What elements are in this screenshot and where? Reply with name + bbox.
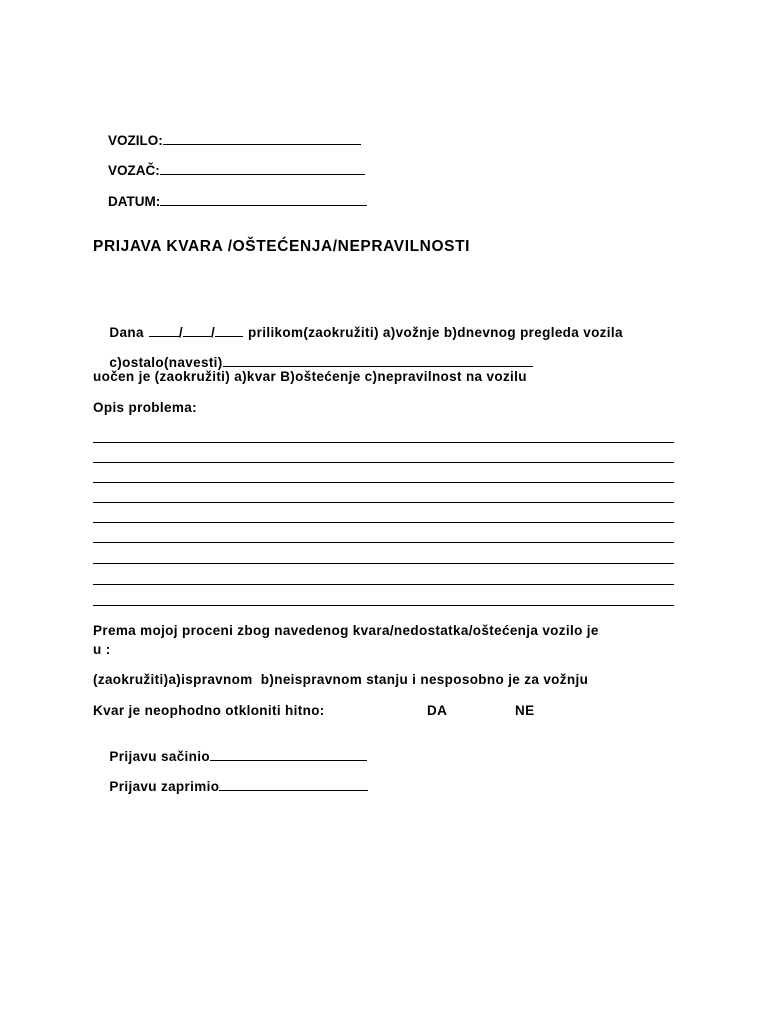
driver-blank[interactable] — [160, 163, 365, 175]
description-line[interactable] — [93, 442, 674, 443]
day-blank[interactable] — [149, 325, 179, 337]
year-blank[interactable] — [215, 325, 243, 337]
date-blank[interactable] — [160, 194, 367, 206]
other-label: c)ostalo(navesti) — [109, 355, 223, 370]
description-line[interactable] — [93, 563, 674, 564]
description-label: Opis problema: — [93, 400, 197, 415]
date-field[interactable] — [93, 178, 367, 226]
other-blank[interactable] — [223, 355, 533, 367]
no-option[interactable]: NE — [515, 703, 535, 718]
dana-label: Dana — [109, 325, 144, 340]
detected-line: uočen je (zaokružiti) a)kvar B)oštećenje c)nepravilnost na vozilu — [93, 369, 527, 384]
assessment-line-2: u : — [93, 642, 111, 657]
description-line[interactable] — [93, 605, 674, 606]
prepared-by-blank[interactable] — [210, 749, 367, 761]
month-blank[interactable] — [183, 325, 211, 337]
received-by-blank[interactable] — [219, 779, 368, 791]
description-line[interactable] — [93, 502, 674, 503]
date-occasion-line: Dana / / prilikom(zaokružiti) a)vožnje b)dnevnog pregleda vozila — [109, 325, 623, 340]
urgent-label: Kvar je neophodno otkloniti hitno: — [93, 703, 325, 718]
assessment-line-1: Prema mojoj proceni zbog navedenog kvara/nedostatka/oštećenja vozilo je — [93, 623, 599, 638]
description-line[interactable] — [93, 482, 674, 483]
date-label: DATUM: — [108, 194, 161, 209]
description-line[interactable] — [93, 584, 674, 585]
description-line[interactable] — [93, 462, 674, 463]
occasion-text: prilikom(zaokružiti) a)vožnje b)dnevnog pregleda vozila — [248, 325, 623, 340]
vehicle-label: VOZILO: — [108, 133, 163, 148]
received-by-field[interactable] — [93, 763, 368, 811]
form-title: PRIJAVA KVARA /OŠTEĆENJA/NEPRAVILNOSTI — [93, 238, 471, 255]
received-by-label: Prijavu zaprimio — [109, 779, 220, 794]
prepared-by-label: Prijavu sačinio — [109, 749, 210, 764]
condition-line: (zaokružiti)a)ispravnom b)neispravnom stanju i nesposobno je za vožnju — [93, 672, 589, 687]
driver-label: VOZAČ: — [108, 163, 160, 178]
description-line[interactable] — [93, 522, 674, 523]
yes-option[interactable]: DA — [427, 703, 448, 718]
vehicle-blank[interactable] — [163, 133, 361, 145]
description-line[interactable] — [93, 542, 674, 543]
